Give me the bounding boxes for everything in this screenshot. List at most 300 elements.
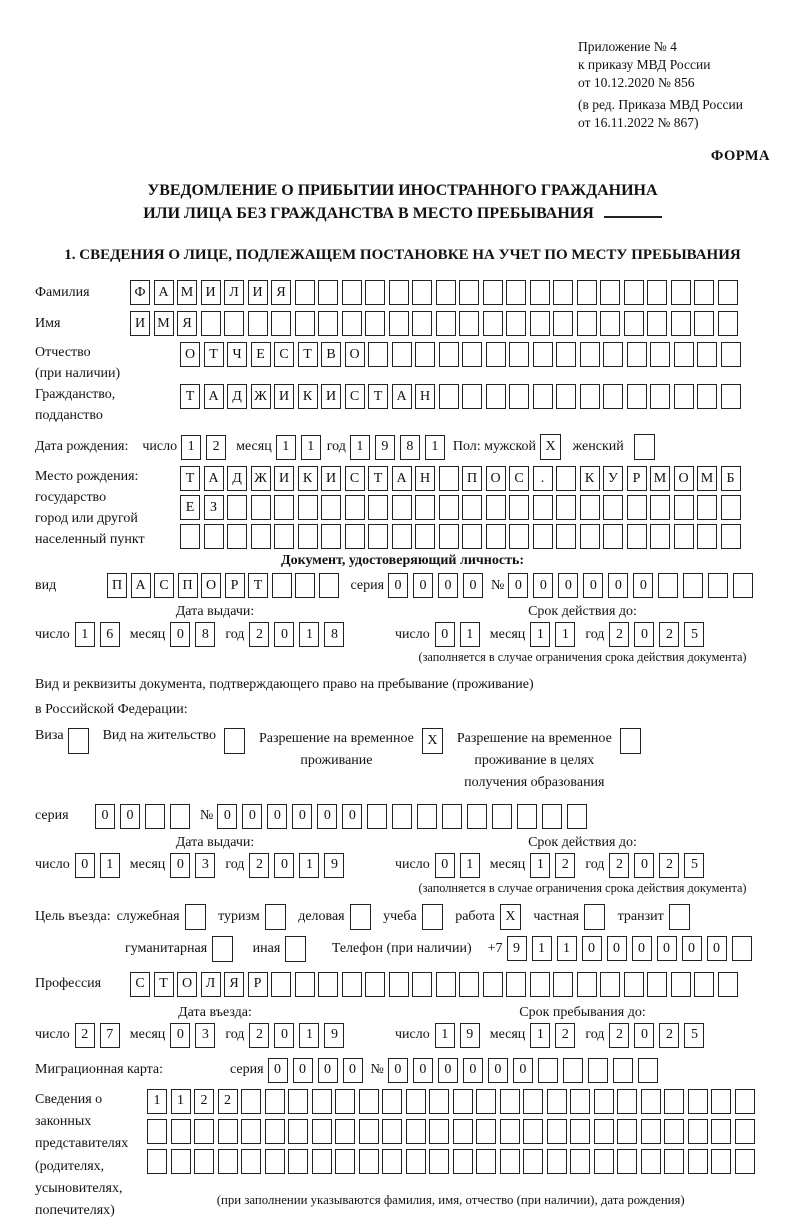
char-cell[interactable]: 0 [582,936,602,961]
char-cell[interactable]: 5 [684,1023,704,1048]
char-cell[interactable] [718,972,738,997]
char-cell[interactable]: 9 [324,853,344,878]
char-cell[interactable] [406,1119,426,1144]
char-cell[interactable] [145,804,165,829]
char-cell[interactable] [671,972,691,997]
char-cell[interactable] [530,972,550,997]
char-cell[interactable]: К [580,466,600,491]
char-cell[interactable] [486,342,506,367]
char-cell[interactable] [295,573,315,598]
char-cell[interactable]: Т [248,573,268,598]
char-cell[interactable] [439,342,459,367]
char-cell[interactable]: 0 [634,622,654,647]
purpose-delovaya-checkbox[interactable] [350,904,371,930]
char-cell[interactable]: 2 [659,622,679,647]
char-cell[interactable] [295,311,315,336]
purpose-ucheba-checkbox[interactable] [422,904,443,930]
char-cell[interactable]: 5 [684,853,704,878]
char-cell[interactable] [389,280,409,305]
char-cell[interactable] [603,342,623,367]
char-cell[interactable]: Я [177,311,197,336]
char-cell[interactable] [523,1119,543,1144]
char-cell[interactable] [688,1089,708,1114]
char-cell[interactable] [248,311,268,336]
char-cell[interactable] [298,495,318,520]
char-cell[interactable] [453,1119,473,1144]
char-cell[interactable] [735,1149,755,1174]
char-cell[interactable] [624,280,644,305]
char-cell[interactable] [453,1149,473,1174]
char-cell[interactable]: И [248,280,268,305]
char-cell[interactable]: 8 [400,435,420,460]
char-cell[interactable]: 0 [343,1058,363,1083]
char-cell[interactable] [671,280,691,305]
char-cell[interactable] [483,972,503,997]
char-cell[interactable]: С [130,972,150,997]
char-cell[interactable] [359,1119,379,1144]
char-cell[interactable] [392,524,412,549]
char-cell[interactable]: 2 [659,1023,679,1048]
char-cell[interactable]: 3 [195,853,215,878]
char-cell[interactable] [288,1119,308,1144]
char-cell[interactable]: И [130,311,150,336]
char-cell[interactable]: О [201,573,221,598]
temp-permit-education-checkbox[interactable] [620,728,641,754]
char-cell[interactable]: 0 [608,573,628,598]
char-cell[interactable] [500,1089,520,1114]
char-cell[interactable]: И [321,466,341,491]
char-cell[interactable] [594,1089,614,1114]
char-cell[interactable] [476,1119,496,1144]
char-cell[interactable]: 7 [100,1023,120,1048]
char-cell[interactable] [171,1149,191,1174]
char-cell[interactable]: 0 [634,1023,654,1048]
char-cell[interactable] [392,342,412,367]
char-cell[interactable]: . [533,466,553,491]
char-cell[interactable] [658,573,678,598]
char-cell[interactable] [594,1119,614,1144]
char-cell[interactable] [462,342,482,367]
char-cell[interactable]: 2 [659,853,679,878]
char-cell[interactable]: У [603,466,623,491]
char-cell[interactable] [641,1119,661,1144]
char-cell[interactable]: К [298,466,318,491]
char-cell[interactable] [732,936,752,961]
char-cell[interactable]: Ж [251,466,271,491]
char-cell[interactable] [530,280,550,305]
char-cell[interactable]: 0 [268,1058,288,1083]
char-cell[interactable] [462,384,482,409]
char-cell[interactable]: 1 [75,622,95,647]
purpose-tranzit-checkbox[interactable] [669,904,690,930]
char-cell[interactable]: 1 [557,936,577,961]
char-cell[interactable] [721,524,741,549]
char-cell[interactable] [241,1119,261,1144]
purpose-sluzhebnaya-checkbox[interactable] [185,904,206,930]
char-cell[interactable] [483,280,503,305]
char-cell[interactable] [638,1058,658,1083]
char-cell[interactable]: П [178,573,198,598]
male-checkbox[interactable]: X [540,434,561,460]
char-cell[interactable] [506,972,526,997]
char-cell[interactable] [265,1119,285,1144]
char-cell[interactable] [335,1119,355,1144]
char-cell[interactable] [533,384,553,409]
char-cell[interactable]: Т [298,342,318,367]
char-cell[interactable] [227,524,247,549]
char-cell[interactable]: 0 [633,573,653,598]
char-cell[interactable]: 0 [170,853,190,878]
char-cell[interactable]: 6 [100,622,120,647]
char-cell[interactable] [492,804,512,829]
char-cell[interactable] [288,1089,308,1114]
purpose-rabota-checkbox[interactable]: X [500,904,521,930]
char-cell[interactable] [392,495,412,520]
char-cell[interactable] [476,1149,496,1174]
char-cell[interactable]: И [274,384,294,409]
char-cell[interactable] [603,524,623,549]
char-cell[interactable]: 1 [530,853,550,878]
char-cell[interactable] [553,972,573,997]
char-cell[interactable]: 2 [555,1023,575,1048]
char-cell[interactable]: 0 [533,573,553,598]
char-cell[interactable] [342,972,362,997]
char-cell[interactable] [641,1089,661,1114]
char-cell[interactable]: 0 [413,1058,433,1083]
char-cell[interactable] [359,1089,379,1114]
char-cell[interactable]: 9 [507,936,527,961]
char-cell[interactable]: Р [248,972,268,997]
char-cell[interactable]: 0 [267,804,287,829]
char-cell[interactable]: 1 [460,622,480,647]
char-cell[interactable] [382,1119,402,1144]
char-cell[interactable]: 0 [438,1058,458,1083]
char-cell[interactable] [530,311,550,336]
char-cell[interactable] [523,1089,543,1114]
char-cell[interactable]: 2 [609,1023,629,1048]
char-cell[interactable] [342,280,362,305]
char-cell[interactable] [533,495,553,520]
char-cell[interactable]: 3 [195,1023,215,1048]
char-cell[interactable] [147,1119,167,1144]
char-cell[interactable]: 9 [375,435,395,460]
char-cell[interactable]: 0 [463,1058,483,1083]
char-cell[interactable] [674,495,694,520]
char-cell[interactable] [392,804,412,829]
char-cell[interactable]: А [392,384,412,409]
char-cell[interactable] [694,311,714,336]
char-cell[interactable] [594,1149,614,1174]
char-cell[interactable] [429,1149,449,1174]
char-cell[interactable]: 0 [435,622,455,647]
char-cell[interactable] [224,311,244,336]
char-cell[interactable] [429,1089,449,1114]
char-cell[interactable]: 5 [684,622,704,647]
char-cell[interactable] [389,311,409,336]
char-cell[interactable] [272,573,292,598]
char-cell[interactable] [517,804,537,829]
char-cell[interactable] [697,495,717,520]
char-cell[interactable] [439,384,459,409]
char-cell[interactable] [417,804,437,829]
char-cell[interactable]: А [131,573,151,598]
char-cell[interactable]: 1 [532,936,552,961]
char-cell[interactable] [577,972,597,997]
char-cell[interactable] [288,1149,308,1174]
char-cell[interactable] [382,1149,402,1174]
char-cell[interactable]: А [204,384,224,409]
char-cell[interactable]: Е [251,342,271,367]
char-cell[interactable] [335,1089,355,1114]
char-cell[interactable] [345,495,365,520]
char-cell[interactable]: М [177,280,197,305]
char-cell[interactable]: М [154,311,174,336]
char-cell[interactable] [697,384,717,409]
char-cell[interactable]: Р [225,573,245,598]
char-cell[interactable] [459,280,479,305]
char-cell[interactable] [711,1119,731,1144]
char-cell[interactable] [406,1149,426,1174]
char-cell[interactable] [694,280,714,305]
char-cell[interactable]: 0 [293,1058,313,1083]
char-cell[interactable]: 9 [460,1023,480,1048]
char-cell[interactable] [439,524,459,549]
char-cell[interactable] [617,1149,637,1174]
char-cell[interactable] [345,524,365,549]
char-cell[interactable] [295,280,315,305]
char-cell[interactable] [600,972,620,997]
char-cell[interactable]: Ф [130,280,150,305]
char-cell[interactable]: 0 [413,573,433,598]
char-cell[interactable] [577,280,597,305]
char-cell[interactable] [509,524,529,549]
char-cell[interactable] [547,1119,567,1144]
char-cell[interactable]: 0 [558,573,578,598]
char-cell[interactable]: 2 [609,853,629,878]
char-cell[interactable]: 1 [299,853,319,878]
char-cell[interactable]: Т [368,466,388,491]
char-cell[interactable]: 1 [350,435,370,460]
char-cell[interactable] [274,495,294,520]
char-cell[interactable]: Л [224,280,244,305]
char-cell[interactable]: 1 [171,1089,191,1114]
char-cell[interactable] [733,573,753,598]
char-cell[interactable]: 1 [299,622,319,647]
char-cell[interactable] [627,495,647,520]
char-cell[interactable]: С [509,466,529,491]
char-cell[interactable] [415,342,435,367]
char-cell[interactable]: 0 [217,804,237,829]
char-cell[interactable] [506,311,526,336]
char-cell[interactable]: 2 [249,853,269,878]
char-cell[interactable] [556,384,576,409]
char-cell[interactable]: 1 [276,435,296,460]
char-cell[interactable] [600,311,620,336]
char-cell[interactable] [674,342,694,367]
char-cell[interactable]: 0 [607,936,627,961]
char-cell[interactable] [367,804,387,829]
char-cell[interactable] [265,1149,285,1174]
char-cell[interactable] [577,311,597,336]
char-cell[interactable] [436,280,456,305]
char-cell[interactable] [613,1058,633,1083]
char-cell[interactable] [201,311,221,336]
char-cell[interactable] [627,524,647,549]
char-cell[interactable] [218,1149,238,1174]
char-cell[interactable] [523,1149,543,1174]
char-cell[interactable] [506,280,526,305]
char-cell[interactable] [321,524,341,549]
char-cell[interactable]: 0 [388,573,408,598]
char-cell[interactable] [580,524,600,549]
char-cell[interactable]: 0 [318,1058,338,1083]
char-cell[interactable] [650,384,670,409]
char-cell[interactable] [509,384,529,409]
char-cell[interactable]: Т [180,466,200,491]
char-cell[interactable]: О [486,466,506,491]
char-cell[interactable] [436,311,456,336]
char-cell[interactable] [312,1149,332,1174]
char-cell[interactable] [442,804,462,829]
char-cell[interactable]: 0 [274,1023,294,1048]
char-cell[interactable] [412,280,432,305]
char-cell[interactable] [368,524,388,549]
char-cell[interactable] [382,1089,402,1114]
char-cell[interactable]: 1 [425,435,445,460]
char-cell[interactable] [570,1149,590,1174]
char-cell[interactable]: Е [180,495,200,520]
char-cell[interactable] [462,495,482,520]
char-cell[interactable] [570,1119,590,1144]
char-cell[interactable] [721,342,741,367]
char-cell[interactable]: 0 [463,573,483,598]
char-cell[interactable] [147,1149,167,1174]
char-cell[interactable] [429,1119,449,1144]
char-cell[interactable] [318,280,338,305]
char-cell[interactable]: С [274,342,294,367]
char-cell[interactable] [721,384,741,409]
char-cell[interactable] [453,1089,473,1114]
char-cell[interactable] [567,804,587,829]
char-cell[interactable] [547,1089,567,1114]
char-cell[interactable]: 2 [609,622,629,647]
char-cell[interactable] [170,804,190,829]
char-cell[interactable]: А [154,280,174,305]
char-cell[interactable]: Ч [227,342,247,367]
char-cell[interactable] [368,342,388,367]
char-cell[interactable] [664,1119,684,1144]
char-cell[interactable]: 1 [555,622,575,647]
char-cell[interactable]: И [201,280,221,305]
purpose-chastnaya-checkbox[interactable] [584,904,605,930]
char-cell[interactable] [365,311,385,336]
char-cell[interactable] [439,466,459,491]
char-cell[interactable] [415,524,435,549]
char-cell[interactable]: Т [368,384,388,409]
char-cell[interactable] [415,495,435,520]
char-cell[interactable]: 0 [120,804,140,829]
char-cell[interactable] [556,524,576,549]
char-cell[interactable] [412,972,432,997]
char-cell[interactable] [271,311,291,336]
char-cell[interactable] [708,573,728,598]
char-cell[interactable] [439,495,459,520]
char-cell[interactable]: 2 [249,1023,269,1048]
char-cell[interactable] [486,384,506,409]
char-cell[interactable]: 0 [170,622,190,647]
char-cell[interactable] [556,495,576,520]
char-cell[interactable]: 2 [75,1023,95,1048]
char-cell[interactable]: Н [415,384,435,409]
char-cell[interactable] [365,280,385,305]
char-cell[interactable] [580,342,600,367]
char-cell[interactable]: Т [154,972,174,997]
char-cell[interactable]: 0 [682,936,702,961]
char-cell[interactable] [218,1119,238,1144]
char-cell[interactable] [647,280,667,305]
char-cell[interactable]: 2 [206,435,226,460]
char-cell[interactable] [624,972,644,997]
char-cell[interactable] [467,804,487,829]
char-cell[interactable] [600,280,620,305]
char-cell[interactable] [462,524,482,549]
char-cell[interactable] [194,1149,214,1174]
char-cell[interactable] [664,1149,684,1174]
visa-checkbox[interactable] [68,728,89,754]
char-cell[interactable] [295,972,315,997]
char-cell[interactable] [580,384,600,409]
char-cell[interactable]: Н [415,466,435,491]
char-cell[interactable] [697,524,717,549]
char-cell[interactable] [204,524,224,549]
char-cell[interactable] [542,804,562,829]
char-cell[interactable]: 0 [583,573,603,598]
char-cell[interactable]: 0 [274,622,294,647]
char-cell[interactable]: М [697,466,717,491]
char-cell[interactable]: 8 [195,622,215,647]
residence-permit-checkbox[interactable] [224,728,245,754]
char-cell[interactable] [298,524,318,549]
char-cell[interactable] [718,280,738,305]
char-cell[interactable]: К [298,384,318,409]
char-cell[interactable] [641,1149,661,1174]
char-cell[interactable] [500,1149,520,1174]
char-cell[interactable] [241,1149,261,1174]
char-cell[interactable]: П [107,573,127,598]
female-checkbox[interactable] [634,434,655,460]
char-cell[interactable] [274,524,294,549]
char-cell[interactable] [617,1089,637,1114]
char-cell[interactable] [509,342,529,367]
char-cell[interactable]: 0 [707,936,727,961]
char-cell[interactable]: 0 [342,804,362,829]
char-cell[interactable] [265,1089,285,1114]
char-cell[interactable]: 0 [435,853,455,878]
char-cell[interactable] [180,524,200,549]
char-cell[interactable] [547,1149,567,1174]
char-cell[interactable]: А [204,466,224,491]
char-cell[interactable]: 2 [218,1089,238,1114]
char-cell[interactable]: Д [227,466,247,491]
char-cell[interactable] [650,524,670,549]
purpose-turizm-checkbox[interactable] [265,904,286,930]
char-cell[interactable]: 0 [508,573,528,598]
char-cell[interactable]: 0 [242,804,262,829]
char-cell[interactable] [650,495,670,520]
char-cell[interactable] [406,1089,426,1114]
char-cell[interactable] [674,524,694,549]
char-cell[interactable]: Д [227,384,247,409]
